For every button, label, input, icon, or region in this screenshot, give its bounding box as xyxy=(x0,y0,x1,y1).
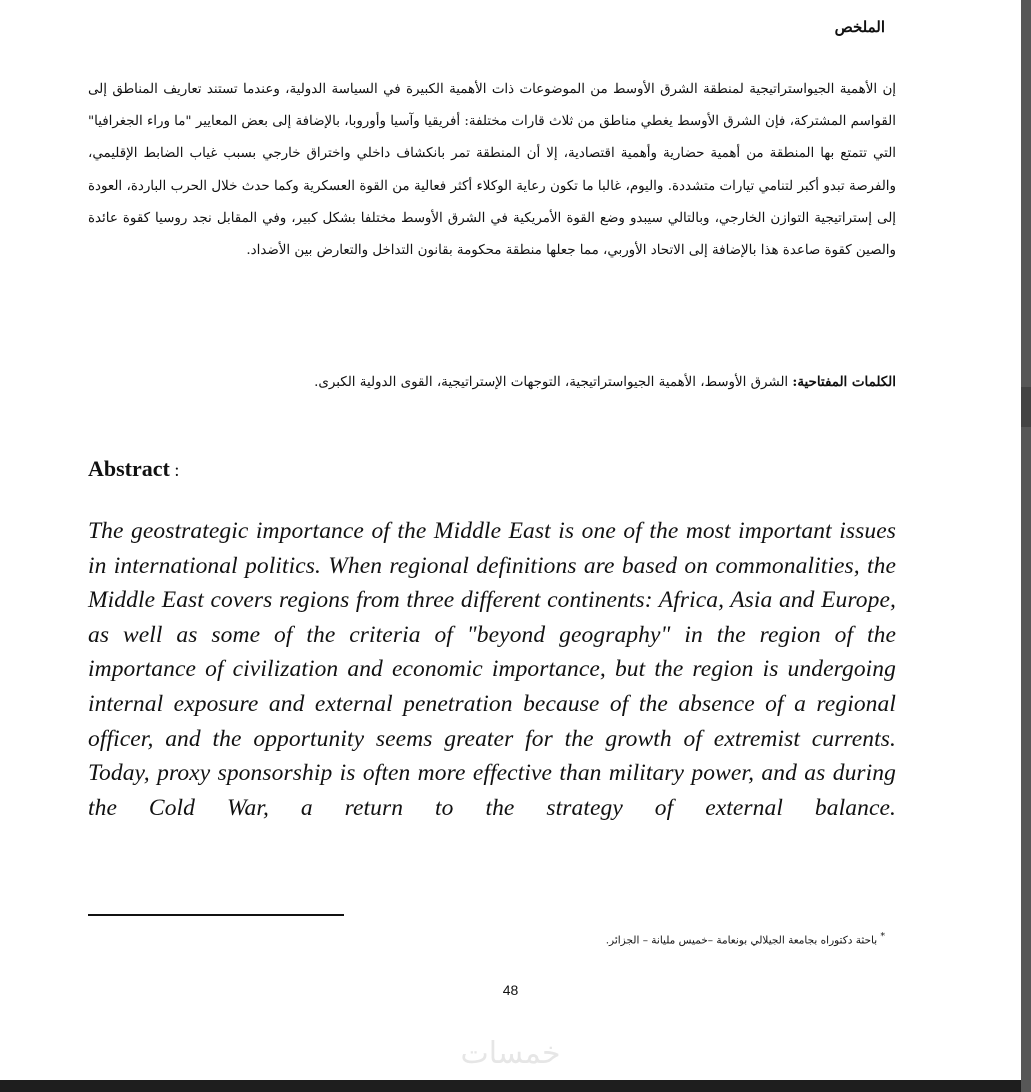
page-number: 48 xyxy=(502,982,519,998)
footnote-text: باحثة دكتوراه بجامعة الجيلالي بونعامة –خميس مليانة – الجزائر. xyxy=(605,934,881,947)
keywords-list: الشرق الأوسط، الأهمية الجيواستراتيجية، التوجهات الإستراتيجية، القوى الدولية الكبرى. xyxy=(314,375,793,390)
arabic-keywords xyxy=(88,368,896,397)
watermark-logo: خمسات xyxy=(460,1036,561,1071)
vertical-scrollbar[interactable] xyxy=(1021,0,1031,1092)
english-abstract-heading xyxy=(88,456,179,482)
keywords-label: الكلمات المفتاحية: xyxy=(792,374,896,390)
footnote xyxy=(606,928,885,950)
footnote-marker: * xyxy=(880,932,885,942)
scrollbar-thumb[interactable] xyxy=(1021,387,1031,427)
english-abstract-body: The geostrategic importance of the Middle East is one of the most important issues in international politics. When regional definitions are based on commonalities, the Middle East covers regions from three different continents: Africa, Asia and Europe, as well as some of the criteria of "beyond geography" in the region of the importance of civilization and economic importance, but the region is undergoing internal exposure and external penetration because of the absence of a regional officer, and the opportunity seems greater for the growth of extremist currents. Today, proxy sponsorship is often more effective than military power, and as during the Cold War, a return to the strategy of external balance. xyxy=(88,518,896,821)
abstract-title-colon: : xyxy=(169,460,180,480)
arabic-abstract-heading: الملخص xyxy=(834,18,885,36)
arabic-abstract-body: إن الأهمية الجيواستراتيجية لمنطقة الشرق الأوسط من الموضوعات ذات الأهمية الكبيرة في السياسة الدولية، وعندما تستند تعاريف المناطق إلى القواسم المشتركة، فإن الشرق الأوسط يغطي مناطق من ثلاث قارات مختلفة: أفريقيا وآسيا وأوروبا، بالإضافة إلى بعض المعايير "ما وراء الجغرافيا" التي تتمتع بها المنطقة من أهمية حضارية وأهمية اقتصادية، إلا أن المنطقة تمر بانكشاف داخلي واختراق خارجي بسبب غياب الضابط الإقليمي، والفرصة تبدو أكبر لتنامي تيارات متشددة. واليوم، غالبا ما تكون رعاية الوكلاء أكثر فعالية من القوة العسكرية وكما حدث خلال الحرب الباردة، العودة إلى إستراتيجية التوازن الخارجي، وبالتالي سيبدو وضع القوة الأمريكية في الشرق الأوسط مختلفا بشكل كبير، وفي المقابل نجد روسيا كقوة عائدة والصين كقوة صاعدة هذا بالإضافة إلى الاتحاد الأوربي، مما جعلها منطقة محكومة بقانون التداخل والتعارض بين الأضداد. xyxy=(88,82,896,259)
abstract-title: Abstract xyxy=(88,456,170,481)
footnote-separator xyxy=(88,914,344,916)
page-bottom-edge xyxy=(0,1080,1021,1092)
